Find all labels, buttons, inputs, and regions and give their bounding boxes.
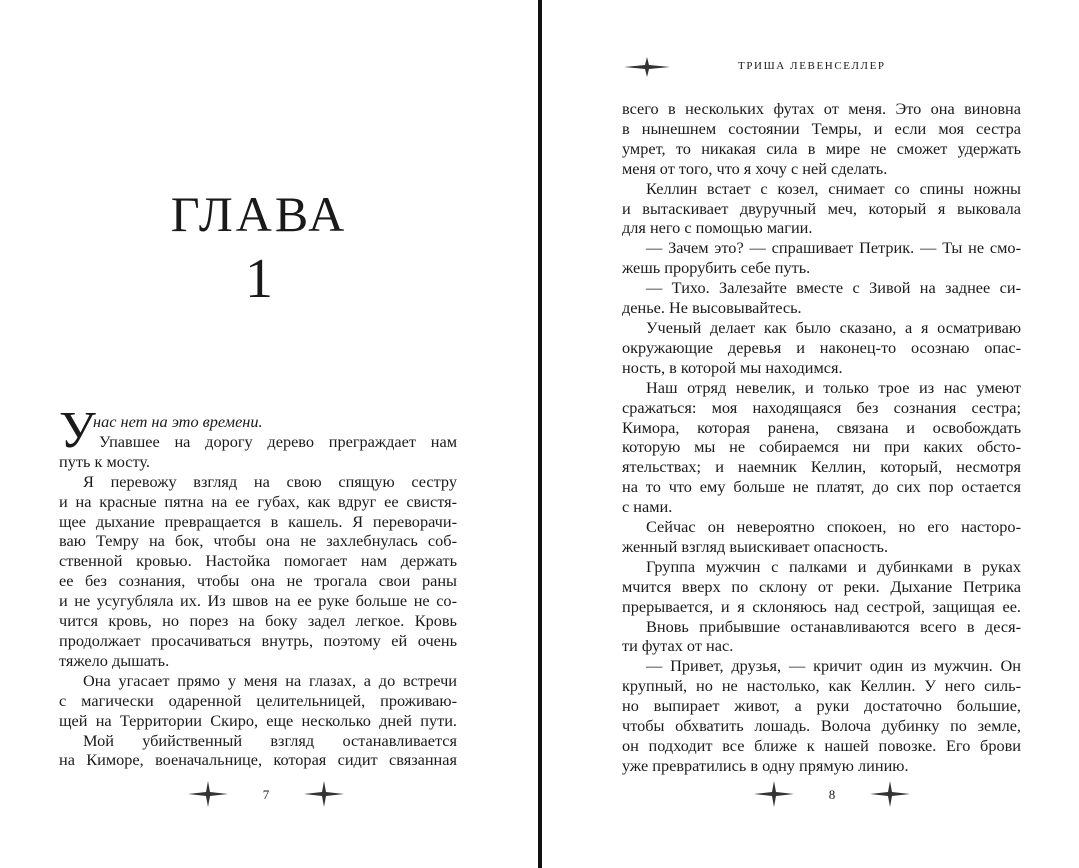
text-line: прерывается, и я склоняюсь над сестрой, защищая ее. [622,596,1021,616]
text-line: жешь прорубить себе путь. [622,258,811,278]
text-line: женный взгляд выискивает опасность. [622,536,889,556]
text-line: на Киморе, военачальнице, которая сидит связанная [59,750,457,770]
text-line: нас нет на это времени. [93,412,263,431]
text-line: с магически одаренной целительницей, проживаю- [59,690,457,710]
text-line: щее дыхание превращается в кашель. Я переворачи- [59,511,457,531]
text-line: тяжело дышать. [59,650,170,670]
right-page-text [622,99,1021,776]
text-line: для него с помощью магии. [622,218,813,238]
text-line: ее без сознания, чтобы она не трогала свои раны [59,571,457,591]
right-page-footer [752,779,912,809]
text-line: чится кровь, но порез на боку задел легкое. Кровь [59,611,457,631]
sparkle-star-icon [868,779,912,809]
sparkle-star-icon [622,56,672,78]
sparkle-star-icon [302,779,346,809]
text-line: ность, в которой мы находимся. [622,357,843,377]
chapter-word: ГЛАВА [170,186,348,242]
text-line: которую мы не собираемся ни при каких обсто- [622,437,1021,457]
text-line: мчится вверх по склону от реки. Дыхание Петрика [622,576,1021,596]
text-line: но выпирает живот, а руки достаточно большие, [622,696,1021,716]
text-line: ваю Темру на бок, чтобы она не захлебнулась соб- [59,531,457,551]
text-line: и вытаскивает двуручный меч, который я выковала [622,198,1021,218]
text-line: денье. Не высовывайтесь. [622,298,802,318]
text-line: ственной кровью. Настойка помогает нам держать [59,551,457,571]
left-page-text [59,412,457,770]
text-line: Кимора, которая ранена, связана и освобождать [622,417,1021,437]
text-line: Келлин встает с козел, снимает со спины ножны [646,178,1021,198]
text-line: Я перевожу взгляд на свою спящую сестру [83,471,457,491]
text-line: Упавшее на дорогу дерево преграждает нам [99,431,457,451]
running-header [622,56,1022,78]
text-line: уже превратились в одну прямую линию. [622,755,909,775]
left-page-footer [186,779,346,809]
left-page [0,0,538,868]
text-line: ятельствах; и наемник Келлин, который, несмотря [622,457,1021,477]
text-line: всего в нескольких футах от меня. Это она виновна [622,99,1021,118]
text-line: сражаться: моя находящаяся без сознания сестра; [622,397,1021,417]
text-line: в нынешнем состоянии Темры, и если моя сестра [622,118,1021,138]
text-line: щей на Территории Скиро, еще несколько дней пути. [59,710,457,730]
text-line: чтобы обхватить лошадь. Волоча дубинку по земле, [622,716,1021,736]
page-number: 7 [262,787,270,802]
chapter-number: 1 [245,248,273,310]
text-line: Группа мужчин с палками и дубинками в руках [646,556,1021,576]
drop-cap: У [59,402,96,459]
text-line: крупный, но не настолько, как Келлин. У него силь- [622,676,1021,696]
text-line: Ученый делает как было сказано, а я осматриваю [646,317,1021,337]
text-line: — Тихо. Залезайте вместе с Зивой на заднее си- [646,278,1021,298]
text-line: умрет, то никакая сила в мире не сможет удержать [622,138,1021,158]
text-line: Она угасает прямо у меня на глазах, а до встречи [83,670,457,690]
text-line: Мой убийственный взгляд останавливается [83,730,457,750]
text-line: Сейчас он невероятно спокоен, но его насторо- [646,517,1021,537]
text-line: — Зачем это? — спрашивает Петрик. — Ты не смо- [646,238,1021,258]
text-line: меня от того, что я хочу с ней сделать. [622,158,888,178]
text-line: путь к мосту. [59,451,151,471]
right-page [542,0,1079,868]
text-line: ти футах от нас. [622,636,734,656]
text-line: окружающие деревья и наконец-то осознаю опас- [622,337,1021,357]
text-line: на то что ему больше не платят, до сих пор остается [622,477,1021,497]
page-number: 8 [828,787,836,802]
text-line: и на красные пятна на ее губах, как вдруг ее свистя- [59,491,457,511]
text-line: с нами. [622,497,673,517]
text-line: Вновь прибывшие останавливаются всего в деся- [646,616,1021,636]
text-line: он подходит все ближе к нашей повозке. Его брови [622,736,1021,755]
text-line: и не усугубляла их. Из швов на ее руке больше не со- [59,591,457,611]
text-line: — Привет, друзья, — кричит один из мужчин. Он [646,656,1021,676]
running-header-author: ТРИША ЛЕВЕНСЕЛЛЕР [738,60,886,72]
text-line: Наш отряд невелик, и только трое из нас умеют [646,377,1021,397]
text-line: продолжает просачиваться внутрь, поэтому ей очень [59,630,457,650]
